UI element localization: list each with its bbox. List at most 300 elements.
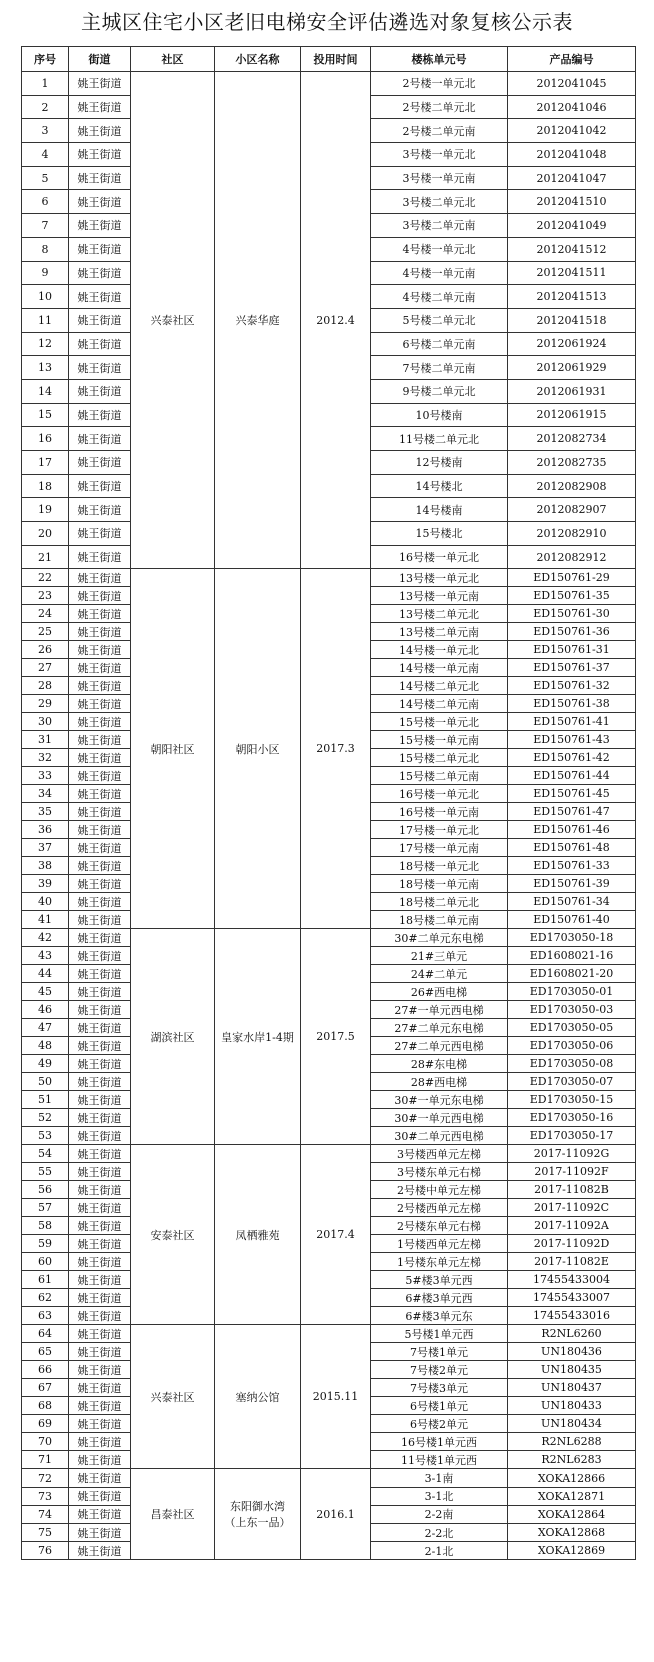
row-street: 姚王街道	[69, 641, 131, 659]
row-unit: 2号楼二单元北	[371, 95, 508, 119]
row-index: 44	[22, 965, 69, 983]
date-cell: 2012.4	[301, 72, 371, 569]
row-index: 5	[22, 166, 69, 190]
row-index: 42	[22, 929, 69, 947]
row-index: 12	[22, 332, 69, 356]
row-product-no: XOKA12869	[508, 1542, 636, 1560]
row-index: 24	[22, 605, 69, 623]
date-cell: 2017.5	[301, 929, 371, 1145]
row-index: 22	[22, 569, 69, 587]
row-unit: 1号楼东单元左梯	[371, 1253, 508, 1271]
row-unit: 27#二单元东电梯	[371, 1019, 508, 1037]
row-index: 36	[22, 821, 69, 839]
row-street: 姚王街道	[69, 1361, 131, 1379]
row-street: 姚王街道	[69, 451, 131, 475]
row-product-no: ED1703050-18	[508, 929, 636, 947]
table-row	[22, 569, 636, 587]
row-product-no: ED150761-39	[508, 875, 636, 893]
row-street: 姚王街道	[69, 1307, 131, 1325]
row-unit: 4号楼一单元南	[371, 261, 508, 285]
row-product-no: 2012082735	[508, 451, 636, 475]
row-index: 25	[22, 623, 69, 641]
row-street: 姚王街道	[69, 190, 131, 214]
row-product-no: 2012041512	[508, 237, 636, 261]
row-street: 姚王街道	[69, 911, 131, 929]
row-product-no: 2012061931	[508, 379, 636, 403]
row-street: 姚王街道	[69, 965, 131, 983]
header-date: 投用时间	[301, 47, 371, 72]
row-unit: 7号楼二单元南	[371, 356, 508, 380]
row-unit: 6号楼二单元南	[371, 332, 508, 356]
date-cell: 2015.11	[301, 1325, 371, 1469]
row-index: 9	[22, 261, 69, 285]
row-street: 姚王街道	[69, 1127, 131, 1145]
community-cell: 兴泰社区	[131, 1325, 215, 1469]
row-index: 68	[22, 1397, 69, 1415]
row-street: 姚王街道	[69, 1451, 131, 1469]
row-index: 10	[22, 285, 69, 309]
row-unit: 14号楼一单元南	[371, 659, 508, 677]
row-unit: 18号楼二单元南	[371, 911, 508, 929]
row-index: 43	[22, 947, 69, 965]
row-index: 38	[22, 857, 69, 875]
row-street: 姚王街道	[69, 1253, 131, 1271]
row-unit: 13号楼二单元南	[371, 623, 508, 641]
row-street: 姚王街道	[69, 1325, 131, 1343]
row-street: 姚王街道	[69, 803, 131, 821]
row-unit: 14号楼二单元南	[371, 695, 508, 713]
row-unit: 3-1南	[371, 1469, 508, 1487]
row-street: 姚王街道	[69, 1091, 131, 1109]
row-unit: 2号楼东单元右梯	[371, 1217, 508, 1235]
row-product-no: ED1703050-15	[508, 1091, 636, 1109]
row-unit: 16号楼一单元南	[371, 803, 508, 821]
row-index: 14	[22, 379, 69, 403]
row-product-no: ED150761-48	[508, 839, 636, 857]
row-unit: 2号楼二单元南	[371, 119, 508, 143]
row-product-no: UN180436	[508, 1343, 636, 1361]
row-unit: 18号楼一单元北	[371, 857, 508, 875]
row-index: 57	[22, 1199, 69, 1217]
row-street: 姚王街道	[69, 1073, 131, 1091]
row-street: 姚王街道	[69, 1524, 131, 1542]
row-product-no: 2012041042	[508, 119, 636, 143]
row-street: 姚王街道	[69, 379, 131, 403]
row-unit: 1号楼西单元左梯	[371, 1235, 508, 1253]
date-cell: 2017.4	[301, 1145, 371, 1325]
row-unit: 2-2南	[371, 1505, 508, 1523]
row-product-no: 2017-11092C	[508, 1199, 636, 1217]
row-unit: 3号楼一单元北	[371, 143, 508, 167]
row-product-no: UN180435	[508, 1361, 636, 1379]
row-index: 19	[22, 498, 69, 522]
row-street: 姚王街道	[69, 237, 131, 261]
row-product-no: ED150761-36	[508, 623, 636, 641]
row-street: 姚王街道	[69, 623, 131, 641]
row-unit: 14号楼一单元北	[371, 641, 508, 659]
row-product-no: ED150761-29	[508, 569, 636, 587]
row-index: 7	[22, 214, 69, 238]
row-index: 20	[22, 522, 69, 546]
row-street: 姚王街道	[69, 605, 131, 623]
row-index: 46	[22, 1001, 69, 1019]
row-product-no: 2017-11092D	[508, 1235, 636, 1253]
community-cell: 安泰社区	[131, 1145, 215, 1325]
row-street: 姚王街道	[69, 713, 131, 731]
row-index: 52	[22, 1109, 69, 1127]
row-index: 75	[22, 1524, 69, 1542]
row-street: 姚王街道	[69, 1163, 131, 1181]
row-street: 姚王街道	[69, 1469, 131, 1487]
row-street: 姚王街道	[69, 1109, 131, 1127]
row-index: 15	[22, 403, 69, 427]
table-row	[22, 1325, 636, 1343]
row-product-no: 2012041518	[508, 308, 636, 332]
estate-name: 皇家水岸1-4期	[221, 1030, 294, 1044]
row-unit: 27#二单元西电梯	[371, 1037, 508, 1055]
row-street: 姚王街道	[69, 569, 131, 587]
row-street: 姚王街道	[69, 166, 131, 190]
row-index: 13	[22, 356, 69, 380]
estate-name: 塞纳公馆	[235, 1390, 280, 1404]
header-unit: 楼栋单元号	[371, 47, 508, 72]
row-unit: 15号楼二单元北	[371, 749, 508, 767]
date-cell: 2016.1	[301, 1469, 371, 1560]
row-index: 33	[22, 767, 69, 785]
row-index: 17	[22, 451, 69, 475]
row-index: 54	[22, 1145, 69, 1163]
row-product-no: ED150761-34	[508, 893, 636, 911]
row-unit: 3号楼二单元南	[371, 214, 508, 238]
row-street: 姚王街道	[69, 947, 131, 965]
estate-name-sub: （上东一品）	[224, 1516, 291, 1530]
row-street: 姚王街道	[69, 893, 131, 911]
row-product-no: ED1703050-05	[508, 1019, 636, 1037]
row-product-no: ED150761-44	[508, 767, 636, 785]
row-unit: 13号楼一单元南	[371, 587, 508, 605]
date-cell: 2017.3	[301, 569, 371, 929]
row-index: 4	[22, 143, 69, 167]
row-unit: 26#西电梯	[371, 983, 508, 1001]
row-street: 姚王街道	[69, 749, 131, 767]
row-unit: 16号楼一单元北	[371, 545, 508, 569]
row-street: 姚王街道	[69, 659, 131, 677]
row-product-no: ED150761-30	[508, 605, 636, 623]
header-index: 序号	[22, 47, 69, 72]
row-unit: 6#楼3单元东	[371, 1307, 508, 1325]
row-street: 姚王街道	[69, 1271, 131, 1289]
row-index: 39	[22, 875, 69, 893]
row-unit: 12号楼南	[371, 451, 508, 475]
row-index: 35	[22, 803, 69, 821]
row-street: 姚王街道	[69, 695, 131, 713]
row-unit: 15号楼北	[371, 522, 508, 546]
row-street: 姚王街道	[69, 731, 131, 749]
row-index: 49	[22, 1055, 69, 1073]
row-product-no: ED1608021-20	[508, 965, 636, 983]
row-index: 28	[22, 677, 69, 695]
row-product-no: 17455433004	[508, 1271, 636, 1289]
row-product-no: 2012041048	[508, 143, 636, 167]
row-street: 姚王街道	[69, 214, 131, 238]
row-product-no: XOKA12864	[508, 1505, 636, 1523]
row-street: 姚王街道	[69, 261, 131, 285]
row-product-no: 2017-11092A	[508, 1217, 636, 1235]
row-index: 53	[22, 1127, 69, 1145]
row-product-no: XOKA12866	[508, 1469, 636, 1487]
estate-name: 朝阳小区	[235, 742, 280, 756]
row-index: 16	[22, 427, 69, 451]
row-product-no: R2NL6288	[508, 1433, 636, 1451]
row-product-no: ED1703050-07	[508, 1073, 636, 1091]
row-unit: 30#二单元西电梯	[371, 1127, 508, 1145]
row-product-no: 2012041046	[508, 95, 636, 119]
row-unit: 5#楼3单元西	[371, 1271, 508, 1289]
row-index: 41	[22, 911, 69, 929]
community-cell: 昌泰社区	[131, 1469, 215, 1560]
row-product-no: ED1608021-16	[508, 947, 636, 965]
row-unit: 4号楼二单元南	[371, 285, 508, 309]
row-unit: 3号楼一单元南	[371, 166, 508, 190]
row-unit: 15号楼一单元南	[371, 731, 508, 749]
row-product-no: 2017-11082E	[508, 1253, 636, 1271]
row-street: 姚王街道	[69, 677, 131, 695]
row-product-no: R2NL6283	[508, 1451, 636, 1469]
table-row	[22, 1469, 636, 1487]
row-street: 姚王街道	[69, 1542, 131, 1560]
row-unit: 13号楼一单元北	[371, 569, 508, 587]
row-street: 姚王街道	[69, 821, 131, 839]
row-street: 姚王街道	[69, 983, 131, 1001]
row-unit: 15号楼一单元北	[371, 713, 508, 731]
row-product-no: ED150761-45	[508, 785, 636, 803]
row-street: 姚王街道	[69, 545, 131, 569]
row-unit: 24#二单元	[371, 965, 508, 983]
row-unit: 2号楼中单元左梯	[371, 1181, 508, 1199]
row-unit: 27#一单元西电梯	[371, 1001, 508, 1019]
community-cell: 兴泰社区	[131, 72, 215, 569]
row-index: 29	[22, 695, 69, 713]
row-product-no: ED150761-42	[508, 749, 636, 767]
row-street: 姚王街道	[69, 1019, 131, 1037]
row-street: 姚王街道	[69, 929, 131, 947]
row-index: 66	[22, 1361, 69, 1379]
row-unit: 2-1北	[371, 1542, 508, 1560]
row-unit: 16号楼1单元西	[371, 1433, 508, 1451]
row-product-no: 2012082907	[508, 498, 636, 522]
row-unit: 2-2北	[371, 1524, 508, 1542]
row-index: 50	[22, 1073, 69, 1091]
row-index: 55	[22, 1163, 69, 1181]
row-index: 32	[22, 749, 69, 767]
row-index: 67	[22, 1379, 69, 1397]
row-unit: 6#楼3单元西	[371, 1289, 508, 1307]
row-product-no: ED150761-37	[508, 659, 636, 677]
row-unit: 7号楼1单元	[371, 1343, 508, 1361]
row-unit: 16号楼一单元北	[371, 785, 508, 803]
row-unit: 6号楼1单元	[371, 1397, 508, 1415]
row-index: 76	[22, 1542, 69, 1560]
row-street: 姚王街道	[69, 785, 131, 803]
row-product-no: 2012061915	[508, 403, 636, 427]
header-street: 街道	[69, 47, 131, 72]
row-street: 姚王街道	[69, 1055, 131, 1073]
row-index: 30	[22, 713, 69, 731]
row-unit: 4号楼一单元北	[371, 237, 508, 261]
estate-name: 东阳御水湾	[230, 1500, 285, 1514]
row-unit: 14号楼南	[371, 498, 508, 522]
row-street: 姚王街道	[69, 1181, 131, 1199]
table-row	[22, 72, 636, 96]
row-street: 姚王街道	[69, 332, 131, 356]
header-row	[22, 47, 636, 72]
row-product-no: 2012082734	[508, 427, 636, 451]
row-product-no: 2012061924	[508, 332, 636, 356]
row-product-no: ED150761-40	[508, 911, 636, 929]
row-street: 姚王街道	[69, 875, 131, 893]
estate-cell	[215, 1469, 301, 1560]
row-index: 27	[22, 659, 69, 677]
row-unit: 3号楼东单元右梯	[371, 1163, 508, 1181]
row-product-no: ED1703050-06	[508, 1037, 636, 1055]
row-index: 72	[22, 1469, 69, 1487]
row-product-no: 2012041047	[508, 166, 636, 190]
row-street: 姚王街道	[69, 1037, 131, 1055]
row-index: 47	[22, 1019, 69, 1037]
row-index: 70	[22, 1433, 69, 1451]
row-unit: 18号楼二单元北	[371, 893, 508, 911]
estate-name: 兴泰华庭	[235, 314, 280, 328]
row-street: 姚王街道	[69, 1379, 131, 1397]
row-product-no: 17455433016	[508, 1307, 636, 1325]
row-index: 23	[22, 587, 69, 605]
row-product-no: ED1703050-17	[508, 1127, 636, 1145]
row-unit: 3号楼西单元左梯	[371, 1145, 508, 1163]
row-product-no: R2NL6260	[508, 1325, 636, 1343]
row-unit: 21#三单元	[371, 947, 508, 965]
header-product-no: 产品编号	[508, 47, 636, 72]
header-estate: 小区名称	[215, 47, 301, 72]
row-street: 姚王街道	[69, 1487, 131, 1505]
row-street: 姚王街道	[69, 95, 131, 119]
row-product-no: ED1703050-03	[508, 1001, 636, 1019]
row-product-no: ED150761-46	[508, 821, 636, 839]
row-index: 74	[22, 1505, 69, 1523]
row-product-no: 2012041513	[508, 285, 636, 309]
row-index: 18	[22, 474, 69, 498]
row-unit: 3-1北	[371, 1487, 508, 1505]
row-unit: 2号楼一单元北	[371, 72, 508, 96]
row-index: 21	[22, 545, 69, 569]
row-street: 姚王街道	[69, 72, 131, 96]
row-index: 56	[22, 1181, 69, 1199]
row-index: 6	[22, 190, 69, 214]
row-street: 姚王街道	[69, 356, 131, 380]
row-index: 26	[22, 641, 69, 659]
row-product-no: ED1703050-01	[508, 983, 636, 1001]
estate-cell	[215, 72, 301, 569]
estate-cell	[215, 1145, 301, 1325]
elevator-table	[21, 46, 636, 1560]
row-unit: 14号楼二单元北	[371, 677, 508, 695]
row-product-no: 2012082910	[508, 522, 636, 546]
row-street: 姚王街道	[69, 1145, 131, 1163]
row-product-no: 2012041511	[508, 261, 636, 285]
row-product-no: 2012061929	[508, 356, 636, 380]
row-product-no: 2012082912	[508, 545, 636, 569]
row-product-no: ED150761-32	[508, 677, 636, 695]
row-unit: 28#东电梯	[371, 1055, 508, 1073]
row-unit: 6号楼2单元	[371, 1415, 508, 1433]
row-street: 姚王街道	[69, 1235, 131, 1253]
row-index: 8	[22, 237, 69, 261]
row-product-no: 2017-11082B	[508, 1181, 636, 1199]
row-index: 59	[22, 1235, 69, 1253]
header-community: 社区	[131, 47, 215, 72]
row-unit: 3号楼二单元北	[371, 190, 508, 214]
row-product-no: ED150761-33	[508, 857, 636, 875]
row-street: 姚王街道	[69, 119, 131, 143]
row-unit: 14号楼北	[371, 474, 508, 498]
row-index: 62	[22, 1289, 69, 1307]
page-title: 主城区住宅小区老旧电梯安全评估遴选对象复核公示表	[81, 10, 573, 34]
row-unit: 30#一单元西电梯	[371, 1109, 508, 1127]
row-index: 31	[22, 731, 69, 749]
row-street: 姚王街道	[69, 857, 131, 875]
row-product-no: ED1703050-08	[508, 1055, 636, 1073]
row-product-no: 2017-11092F	[508, 1163, 636, 1181]
row-unit: 17号楼一单元北	[371, 821, 508, 839]
row-street: 姚王街道	[69, 587, 131, 605]
row-product-no: ED150761-41	[508, 713, 636, 731]
row-unit: 10号楼南	[371, 403, 508, 427]
row-product-no: 17455433007	[508, 1289, 636, 1307]
row-street: 姚王街道	[69, 498, 131, 522]
row-street: 姚王街道	[69, 427, 131, 451]
row-unit: 7号楼3单元	[371, 1379, 508, 1397]
row-product-no: ED150761-47	[508, 803, 636, 821]
row-index: 71	[22, 1451, 69, 1469]
row-index: 45	[22, 983, 69, 1001]
row-street: 姚王街道	[69, 1433, 131, 1451]
row-street: 姚王街道	[69, 403, 131, 427]
row-unit: 18号楼一单元南	[371, 875, 508, 893]
row-product-no: 2012041049	[508, 214, 636, 238]
row-street: 姚王街道	[69, 1343, 131, 1361]
row-index: 2	[22, 95, 69, 119]
row-street: 姚王街道	[69, 767, 131, 785]
row-index: 73	[22, 1487, 69, 1505]
row-product-no: 2012041045	[508, 72, 636, 96]
row-street: 姚王街道	[69, 839, 131, 857]
row-product-no: 2017-11092G	[508, 1145, 636, 1163]
row-index: 3	[22, 119, 69, 143]
row-product-no: XOKA12868	[508, 1524, 636, 1542]
row-product-no: UN180434	[508, 1415, 636, 1433]
row-product-no: ED150761-38	[508, 695, 636, 713]
row-unit: 5号楼二单元北	[371, 308, 508, 332]
row-index: 51	[22, 1091, 69, 1109]
row-unit: 11号楼二单元北	[371, 427, 508, 451]
row-product-no: ED150761-35	[508, 587, 636, 605]
row-index: 65	[22, 1343, 69, 1361]
row-street: 姚王街道	[69, 1505, 131, 1523]
row-unit: 28#西电梯	[371, 1073, 508, 1091]
row-unit: 5号楼1单元西	[371, 1325, 508, 1343]
community-cell: 湖滨社区	[131, 929, 215, 1145]
table-row	[22, 929, 636, 947]
row-index: 34	[22, 785, 69, 803]
